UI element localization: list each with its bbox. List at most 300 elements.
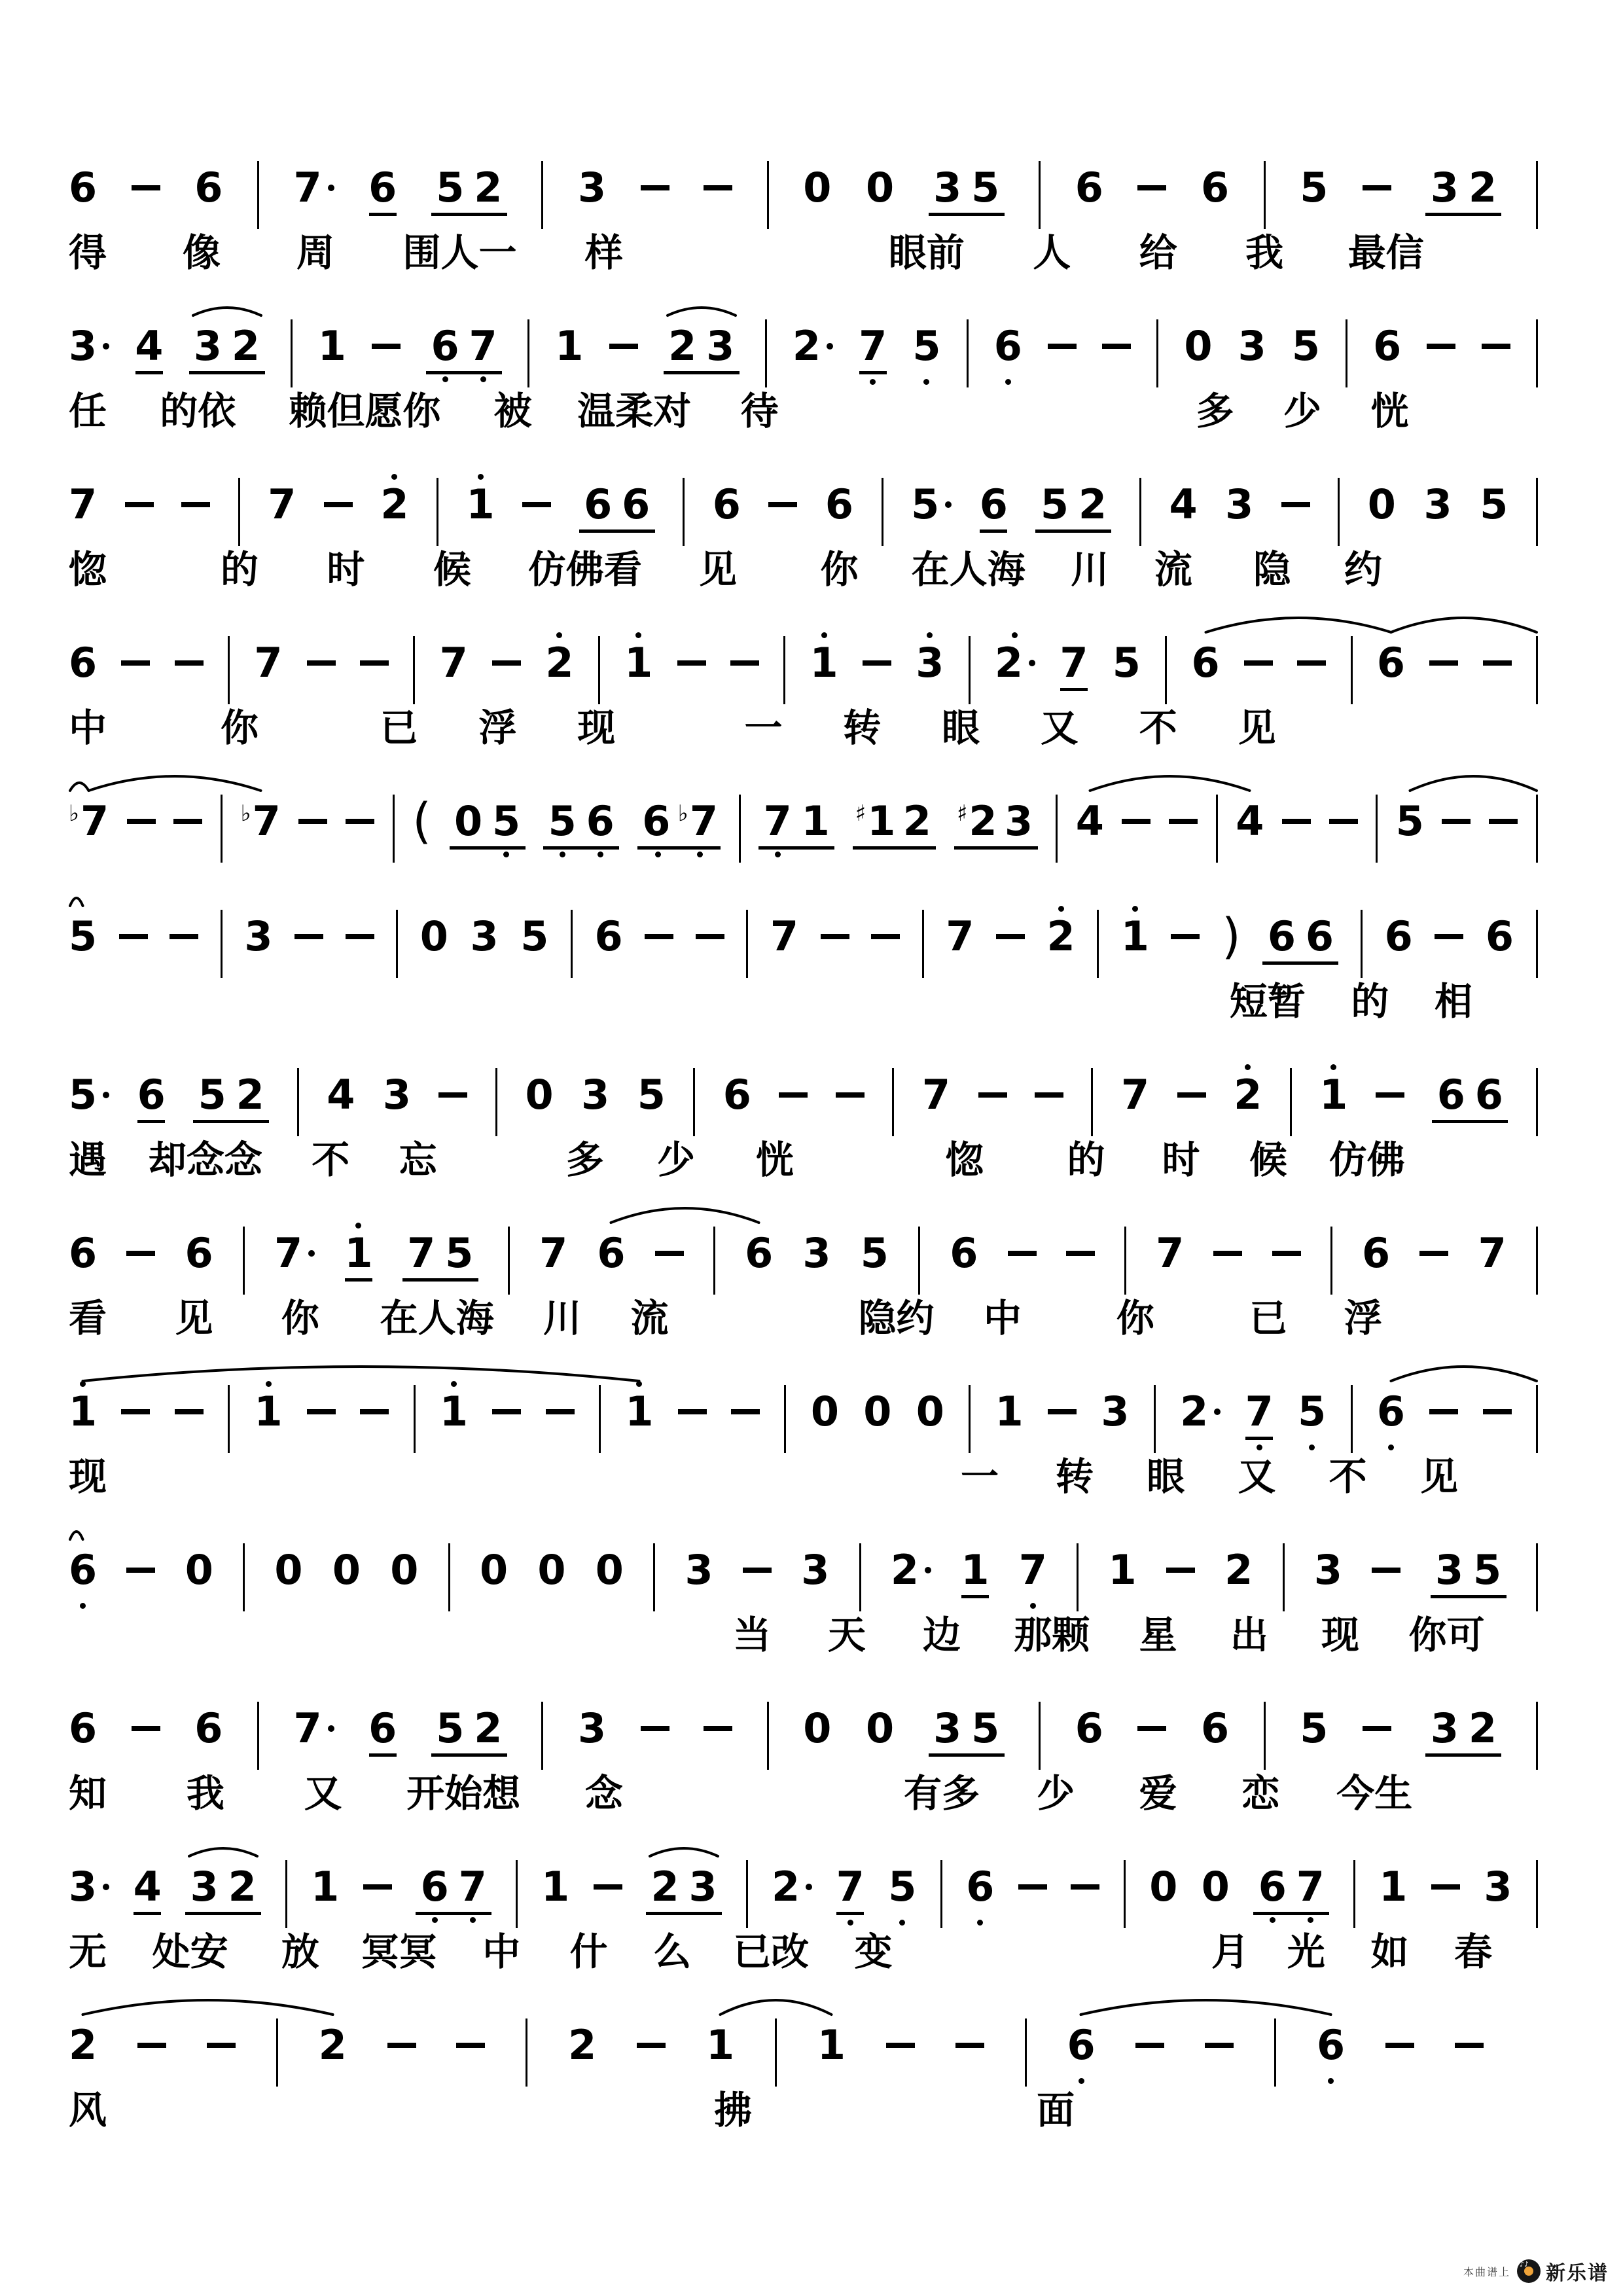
barline [413,636,415,704]
note-digit: 2 [651,1863,679,1910]
augmentation-dot [308,1250,315,1257]
note-digit: 0 [595,1546,624,1594]
note-digit: 3 [69,1865,109,1909]
note-digit: 6 [1067,2021,1096,2069]
lyric-syllable: 现 [69,1454,107,1499]
lyric-syllable: 恍 [755,1138,794,1182]
barline [1351,636,1353,704]
note-digit: 5 [445,1229,474,1277]
beam-group [1253,1850,1329,1925]
note [1169,467,1197,547]
dash-bar [346,934,374,939]
note-digit: 6 [722,1071,751,1119]
dash-note [1429,626,1458,706]
dash-note [126,1216,155,1296]
eighth-underline [859,371,887,374]
lyric-syllable: 样 [584,230,623,275]
note-digit: 6 [745,1229,774,1277]
note [1236,784,1264,864]
note-digit: 3 [577,1704,607,1752]
lyric-syllable: 眼前 [888,230,965,275]
note [995,626,1035,706]
dash-note [126,1533,155,1613]
barline [1283,1543,1285,1611]
note-digit: 5 [888,1863,917,1910]
beam-group [426,309,502,384]
lyric-syllable: 相 [1434,979,1472,1024]
dash-bar [1431,1884,1460,1890]
dash-bar [1376,1092,1404,1098]
note [817,2008,846,2088]
dash-bar [1177,1092,1206,1098]
lyric-syllable: 念 [584,1771,623,1816]
note-digit: 7 [69,480,98,528]
lyric-syllable: 当 [733,1613,772,1657]
lyric-syllable: 出 [1230,1613,1268,1657]
notes-row [69,1216,1538,1296]
barline [1536,1543,1538,1611]
dash-note [1018,1850,1047,1929]
note [274,1216,315,1296]
lyric-syllable: 转 [843,706,882,750]
barline [221,910,223,978]
dash-bar [169,934,198,939]
lyric-syllable: 约 [1344,547,1382,592]
dash-bar [175,660,204,666]
note-digit: 2 [545,639,574,687]
dash-bar [1135,2043,1164,2048]
note-digit: 1 [1120,912,1149,960]
dash-note [1272,1216,1301,1296]
lyric-syllable: 现 [577,706,616,750]
notes-row [69,1374,1538,1454]
barline [1346,319,1347,387]
note-digit: 2 [902,797,931,845]
dash-note [363,1850,392,1929]
dash-bar [609,344,638,349]
barline [1338,478,1340,546]
lyric-syllable: 少 [1037,1771,1075,1816]
note [1192,626,1220,706]
note-digit: 0 [863,1388,892,1435]
dash-note [175,1374,204,1454]
note [69,1216,97,1296]
note-digit: 3 [1313,1546,1342,1594]
note [1238,309,1266,389]
barline [746,910,748,978]
barline [571,910,573,978]
note [1121,1058,1149,1138]
note-digit: 3 [193,322,223,370]
dash-note [546,1374,575,1454]
lyric-syllable: 中 [983,1296,1022,1340]
note [69,467,97,547]
barline [527,319,529,387]
note-digit: 6 [1075,164,1103,211]
rest-note [332,1533,361,1613]
lyric-syllable: 眼 [1147,1454,1185,1499]
note-digit: 6 [1376,639,1405,687]
barline [1536,478,1538,546]
dash-bar [678,1409,707,1414]
note [1113,626,1141,706]
barline [1290,1068,1292,1136]
barline [765,319,767,387]
dash-note [1066,1216,1095,1296]
lyric-syllable: 被 [493,389,532,433]
open-paren: ( [412,793,431,850]
rest-note [274,1533,302,1613]
note [1201,151,1229,230]
augmentation-dot [328,185,334,191]
lyric-syllable: 你 [820,547,859,592]
note [440,626,468,706]
rest-note [525,1058,553,1138]
note [723,1058,751,1138]
note [1478,1216,1507,1296]
note-digit: 6 [1200,1704,1230,1752]
dash-bar [546,1409,575,1414]
dash-note [173,784,202,864]
note-digit: 3 [581,1071,610,1119]
note-digit: 6 [584,480,613,528]
octave-dot-below [442,376,448,382]
barline [1536,636,1538,704]
note [268,467,296,547]
note-digit: 6 [642,797,671,845]
note [1060,626,1088,706]
note [1486,899,1514,979]
barline [969,1385,971,1453]
dash-bar [1272,1251,1301,1256]
note-digit: 7 [274,1231,315,1276]
octave-dot-above [80,1381,86,1387]
note-digit: 7 [836,1863,865,1910]
dash-note [1169,784,1198,864]
dash-bar [645,934,673,939]
dash-note [492,626,521,706]
barline [1156,319,1158,387]
note [241,784,281,864]
dash-bar [1018,1884,1047,1890]
dash-note [1482,309,1510,389]
note [961,1533,989,1613]
note-digit: 0 [390,1546,419,1594]
note [578,1691,606,1771]
note [368,1691,397,1771]
lyric-syllable: 有多 [904,1771,980,1816]
lyric-syllable: 时 [1162,1138,1200,1182]
note [1067,2008,1095,2088]
note [801,1533,829,1613]
eighth-underline [134,1912,161,1915]
barline [414,1385,416,1453]
note [891,1533,931,1613]
barline [1536,161,1538,229]
dash-bar [1385,2043,1414,2048]
note-digit: 7 [439,639,468,687]
octave-dot-above [1330,1064,1336,1070]
dash-bar [1429,660,1458,666]
vinyl-record-icon [1517,2259,1541,2283]
note-digit: 6 [368,164,397,211]
note-digit: 6 [431,322,459,370]
dash-bar [731,1409,760,1414]
lyrics-row [69,1772,1538,1814]
lyric-syllable: 川 [1071,547,1109,592]
note [1121,899,1149,979]
dash-bar [1166,1568,1195,1573]
lyric-syllable: 已改 [733,1929,810,1974]
dash-note [132,151,160,230]
octave-dot-below [1005,379,1011,385]
note-digit: 1 [317,322,346,370]
note [1377,1374,1405,1454]
dash-note [360,1374,389,1454]
score [69,124,1538,2140]
dash-note [641,1691,669,1771]
octave-dot-below [470,1917,476,1923]
dash-bar [1205,2043,1234,2048]
dash-bar [125,502,154,507]
note-digit: 6 [137,1071,166,1119]
note [470,899,498,979]
dash-bar [1169,819,1198,824]
note [1075,151,1103,230]
note [966,1850,994,1929]
note-digit: 2 [236,1071,264,1119]
octave-dot-below [503,852,509,857]
system-11 [69,1665,1538,1814]
octave-dot-below [480,376,486,382]
note-digit: 5 [198,1071,226,1119]
note-digit: 3 [685,1546,713,1594]
eighth-underline [836,1912,864,1915]
augmentation-dot [103,1884,109,1890]
note-digit: 7 [1478,1229,1507,1277]
octave-dot-below [870,379,876,385]
note-digit: 5 [911,482,952,527]
note-digit: 2 [1468,164,1497,211]
dash-note [996,899,1025,979]
lyric-syllable: 又 [1040,706,1079,750]
note-digit: 7 [1018,1546,1047,1594]
dash-note [298,784,327,864]
dash-note [678,1374,707,1454]
dash-bar [456,2043,485,2048]
dash-bar [121,1409,150,1414]
flat-sign: ♭ [69,800,80,827]
dash-note [181,467,210,547]
dash-note [387,2008,416,2088]
lyric-syllable: 见 [698,547,737,592]
dash-bar [132,1726,160,1731]
barline [238,478,240,546]
octave-dot-above [821,632,827,638]
dash-bar [1429,1409,1458,1414]
dash-bar [1008,1251,1037,1256]
note-digit: ♯ 1 [855,799,896,844]
system-2 [69,283,1538,432]
dash-note [1137,151,1166,230]
dash-bar [126,1251,155,1256]
dash-bar [1244,660,1273,666]
lyric-syllable: 候 [433,547,471,592]
octave-dot-above [1132,906,1138,912]
dash-bar [821,934,849,939]
lyric-syllable: 中 [482,1929,521,1974]
system-10 [69,1507,1538,1656]
note-digit: 5 [971,164,1000,211]
dash-bar [677,660,706,666]
lyric-syllable: 仿佛 [1329,1138,1405,1182]
note-digit: 6 [586,797,615,845]
note-digit: 6 [950,1229,978,1277]
note [1319,1058,1347,1138]
note-digit: 2 [1224,1546,1253,1594]
rest-note [866,1691,894,1771]
lyric-syllable: 候 [1249,1138,1287,1182]
dash-note [704,151,732,230]
note-digit: 6 [966,1863,995,1910]
note-digit: 5 [1291,322,1320,370]
dash-note [779,1058,808,1138]
dash-bar [181,502,210,507]
barline [221,795,223,863]
dash-note [1419,1216,1448,1296]
rest-note [916,1374,944,1454]
beam-group [664,309,740,384]
final-barline [1524,2018,1538,2087]
barline [739,795,741,863]
note-digit: 7 [268,480,296,528]
note [825,467,853,547]
lyric-syllable: 不 [1139,706,1177,750]
dash-note [372,309,401,389]
system-9 [69,1348,1538,1498]
note [293,1691,334,1771]
dash-bar [363,1884,392,1890]
note [713,467,741,547]
octave-dot-below [977,1920,983,1926]
barline [653,1543,655,1611]
lyric-syllable: 温柔对 [577,389,692,433]
octave-dot-above [266,1381,272,1387]
dash-note [955,2008,984,2088]
note-digit: 4 [1236,797,1264,845]
dash-note [1122,784,1150,864]
dash-note [655,1216,684,1296]
note [545,626,573,706]
dash-bar [126,1568,155,1573]
dash-note [1489,784,1518,864]
lyric-syllable: 转 [1056,1454,1094,1499]
barline [297,1068,299,1136]
note-digit: 0 [479,1546,508,1594]
note-digit: ♯ 2 [957,799,997,844]
dash-note [1483,1374,1512,1454]
lyric-syllable: 开始想 [406,1771,521,1816]
note-digit: 3 [933,164,962,211]
note-digit: 1 [311,1863,340,1910]
barline [1264,1702,1266,1770]
note [922,1058,950,1138]
lyric-syllable: 风 [69,2088,107,2132]
note-digit: 2 [891,1548,931,1592]
note-digit: 2 [995,641,1035,685]
note-digit: 1 [625,1388,654,1435]
lyric-syllable: 周 [296,230,335,275]
dash-bar [298,819,327,824]
octave-dot-below [1030,1603,1036,1609]
lyrics-row [69,1931,1538,1973]
dash-note [456,2008,485,2088]
note-digit: 3 [382,1071,411,1119]
eighth-underline [1245,1437,1273,1440]
note-digit: 6 [979,480,1008,528]
note-digit: 2 [231,322,260,370]
lyric-syllable: 惚 [945,1138,984,1182]
lyric-syllable: 围人一 [402,230,517,275]
dash-note [522,467,551,547]
barline [918,1227,920,1295]
note [581,1058,609,1138]
barline [784,1385,786,1453]
barline [599,1385,601,1453]
barline [783,636,785,704]
lyric-syllable: 浮 [1344,1296,1382,1340]
dash-bar [1372,1568,1400,1573]
barline [1536,1068,1538,1136]
dash-note [1483,626,1512,706]
note [995,1374,1024,1454]
note-digit: 6 [1373,322,1402,370]
note [706,2008,734,2088]
note-digit: 5 [1112,639,1141,687]
note-digit: 3 [1484,1863,1512,1910]
octave-dot-below [899,1920,905,1926]
note-digit: 7 [1060,639,1088,687]
note-digit: 3 [1004,797,1033,845]
note-digit: 0 [1184,322,1213,370]
note [69,784,109,864]
note-digit: 2 [772,1865,812,1909]
note-digit: 5 [971,1704,1000,1752]
lyrics-row [69,1139,1538,1181]
lyric-syllable: 流 [630,1296,669,1340]
lyric-syllable: 的 [221,547,259,592]
lyric-syllable: 一 [961,1454,999,1499]
dash-note [594,1850,622,1929]
note-digit: 0 [810,1388,839,1435]
note [244,899,272,979]
dash-bar [1297,660,1326,666]
lyric-syllable: 已 [380,706,418,750]
note-digit: 2 [1468,1704,1497,1752]
dash-note [1297,626,1326,706]
dash-bar [1137,185,1166,190]
dash-note [1435,899,1463,979]
lyric-syllable: 的依 [160,389,236,433]
lyric-syllable: 春 [1454,1929,1493,1974]
note-digit: 0 [274,1546,303,1594]
system-6 [69,873,1538,1022]
dash-bar [637,2043,666,2048]
note-digit: 6 [1376,1388,1406,1435]
lyric-syllable: 不 [1329,1454,1367,1499]
octave-dot-below [1079,2078,1084,2084]
notes-row [69,1533,1538,1613]
